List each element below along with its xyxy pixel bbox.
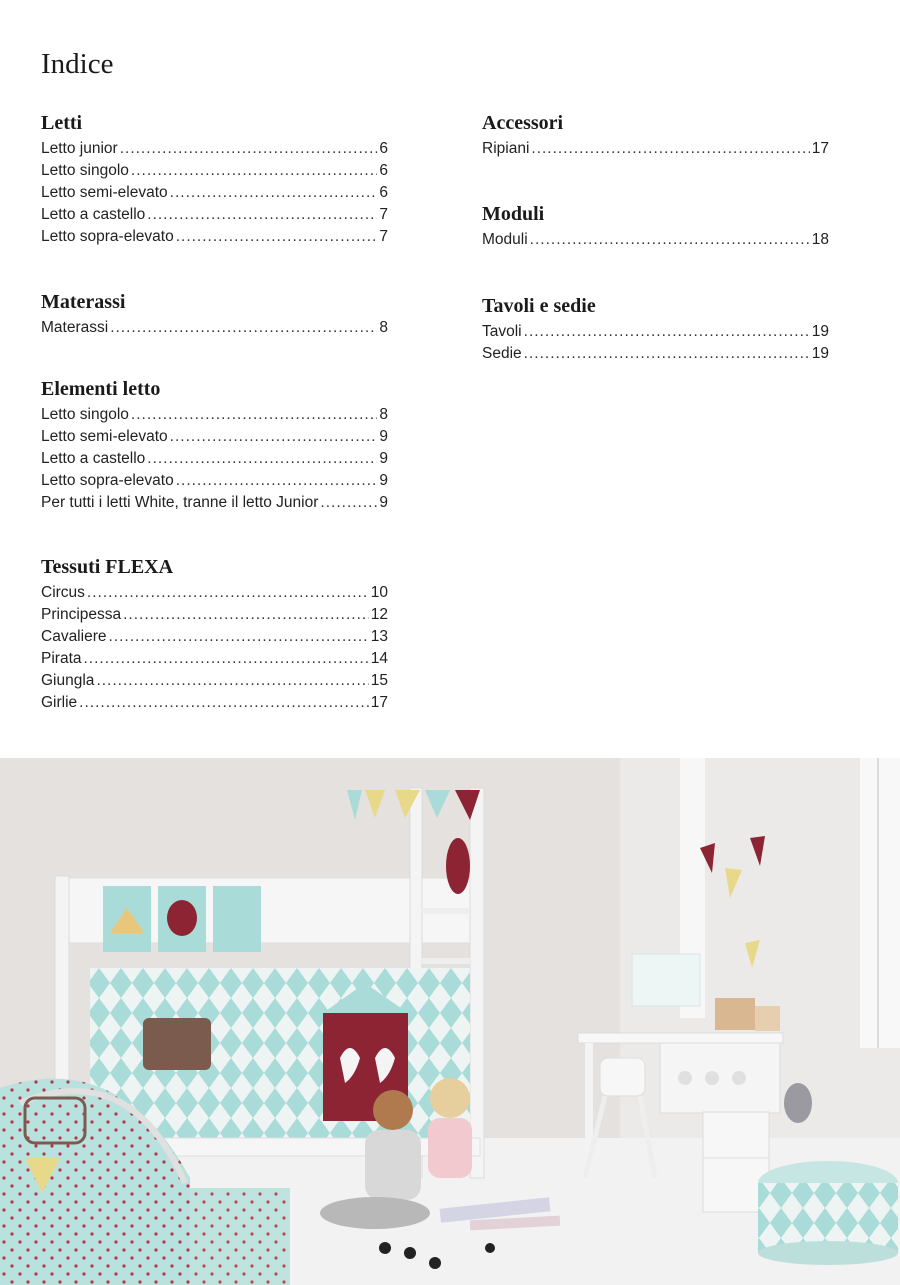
entry-page: 9 [379,472,388,489]
index-entry[interactable] [482,138,829,160]
entry-page: 14 [370,650,388,667]
entry-page: 8 [379,406,388,423]
section-title: Tavoli e sedie [482,295,596,317]
index-entry[interactable] [41,182,388,204]
section-tavoli-e-sedie [482,293,829,365]
entry-label: Letto a castello [41,450,146,467]
entry-label: Sedie [482,345,522,362]
entry-page: 18 [811,231,829,248]
index-entry[interactable] [41,582,388,604]
index-entry[interactable] [41,204,388,226]
entry-page: 9 [379,450,388,467]
index-entry[interactable] [41,404,388,426]
section-moduli [482,201,829,251]
entry-label: Principessa [41,606,122,623]
entry-page: 12 [370,606,388,623]
entry-label: Letto sopra-elevato [41,228,174,245]
index-entry[interactable] [41,138,388,160]
entry-page: 8 [379,319,388,336]
entry-page: 15 [370,672,388,689]
index-entry[interactable] [41,692,388,714]
entry-label: Circus [41,584,85,601]
entry-page: 7 [379,228,388,245]
section-title: Elementi letto [41,378,161,400]
entry-label: Ripiani [482,140,530,157]
index-entry[interactable] [41,160,388,182]
toy-elephant [784,1083,812,1123]
leader-dots [320,492,377,514]
section-title: Accessori [482,112,564,134]
leader-dots [530,229,810,251]
section-elementi-letto [41,376,388,514]
leader-dots [123,604,369,626]
leader-dots [170,426,378,448]
entry-label: Moduli [482,231,528,248]
index-entry[interactable] [41,226,388,248]
kids-room-photo [0,758,900,1285]
section-title: Letti [41,112,83,134]
section-letti [41,110,388,248]
index-entry[interactable] [41,648,388,670]
entry-label: Letto junior [41,140,118,157]
index-entry[interactable] [41,670,388,692]
leader-dots [147,204,377,226]
section-tessuti-flexa [41,554,388,714]
entry-label: Girlie [41,694,78,711]
section-accessori [482,110,829,160]
entry-page: 19 [811,345,829,362]
window [860,758,900,1048]
leader-dots [524,343,810,365]
entry-page: 6 [379,162,388,179]
entry-page: 6 [379,184,388,201]
pouf [758,1161,898,1265]
entry-label: Pirata [41,650,82,667]
entry-label: Letto a castello [41,206,146,223]
leader-dots [147,448,377,470]
leader-dots [170,182,378,204]
kids-room-illustration [0,758,900,1285]
entry-page: 9 [379,428,388,445]
leader-dots [87,582,369,604]
leader-dots [524,321,810,343]
index-entry[interactable] [482,321,829,343]
section-materassi [41,289,388,339]
page-title: Indice [41,48,114,80]
leader-dots [96,670,368,692]
entry-label: Tavoli [482,323,522,340]
entry-label: Letto semi-elevato [41,428,168,445]
entry-page: 19 [811,323,829,340]
entry-label: Materassi [41,319,109,336]
leader-dots [176,470,378,492]
entry-label: Letto singolo [41,162,129,179]
leader-dots [108,626,368,648]
leader-dots [120,138,378,160]
section-title: Materassi [41,291,126,313]
entry-page: 7 [379,206,388,223]
index-entry[interactable] [482,229,829,251]
entry-label: Cavaliere [41,628,107,645]
entry-page: 17 [370,694,388,711]
entry-label: Letto singolo [41,406,129,423]
index-entry[interactable] [41,492,388,514]
leader-dots [110,317,377,339]
entry-label: Giungla [41,672,95,689]
entry-label: Letto sopra-elevato [41,472,174,489]
entry-label: Per tutti i letti White, tranne il letto Junior [41,494,319,511]
index-right-column [482,110,829,365]
index-entry[interactable] [41,317,388,339]
index-entry[interactable] [41,448,388,470]
index-entry[interactable] [41,604,388,626]
leader-dots [84,648,369,670]
leader-dots [176,226,378,248]
index-entry[interactable] [482,343,829,365]
index-entry[interactable] [41,470,388,492]
entry-label: Letto semi-elevato [41,184,168,201]
entry-page: 10 [370,584,388,601]
leader-dots [79,692,369,714]
leader-dots [131,404,377,426]
section-title: Moduli [482,203,545,225]
section-title: Tessuti FLEXA [41,556,174,578]
index-entry[interactable] [41,426,388,448]
entry-page: 17 [811,140,829,157]
leader-dots [131,160,377,182]
entry-page: 13 [370,628,388,645]
entry-page: 6 [379,140,388,157]
entry-page: 9 [379,494,388,511]
index-entry[interactable] [41,626,388,648]
index-left-column [41,110,388,714]
leader-dots [531,138,809,160]
